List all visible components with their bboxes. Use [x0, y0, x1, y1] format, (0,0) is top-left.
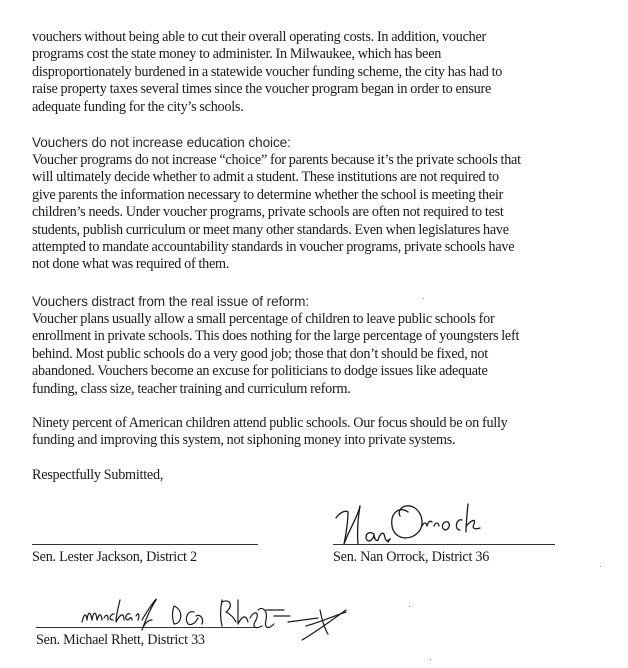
text-line: will ultimately decide whether to admit a student. These institutions are not required to	[32, 169, 499, 186]
section-body-reform	[32, 311, 612, 398]
text-line: abandoned. Vouchers become an excuse for politicians to dodge issues like adequate	[32, 363, 488, 380]
text-line: give parents the information necessary to determine whether the school is meeting their	[32, 186, 504, 203]
text-line: students, publish curriculum or meet many other standards. Even when legislatures have	[32, 221, 509, 238]
intro-paragraph	[32, 29, 612, 116]
text-line: enrollment in private schools. This does nothing for the large percentage of youngsters left	[32, 328, 520, 345]
text-line: disproportionately burdened in a statewide voucher funding scheme, the city has had to	[32, 63, 503, 80]
scan-speck	[600, 566, 601, 567]
text-line: raise property taxes several times since the voucher program began in order to ensure	[32, 81, 492, 98]
text-line: adequate funding for the city’s schools.	[32, 98, 244, 115]
scan-speck	[430, 659, 431, 660]
scan-speck	[409, 606, 410, 607]
signature-line-rhett	[36, 627, 256, 628]
text-line: Ninety percent of American children attend public schools. Our focus should be on fully	[32, 415, 508, 431]
text-line: attempted to mandate accountability standards in voucher programs, private schools have	[32, 239, 515, 256]
text-line: programs cost the state money to administer. In Milwaukee, which has been	[32, 46, 442, 63]
section-heading-choice: Vouchers do not increase education choice:	[32, 135, 291, 150]
signature-line-orrock	[333, 544, 555, 545]
text-line: Voucher plans usually allow a small percentage of children to leave public schools for	[32, 311, 495, 327]
section-body-choice	[32, 152, 612, 274]
text-line: not done what was required of them.	[32, 256, 230, 273]
sign-off	[32, 467, 612, 484]
section-heading-reform: Vouchers distract from the real issue of reform:	[32, 294, 310, 309]
scan-speck	[423, 298, 424, 299]
signature-line-jackson	[32, 544, 258, 545]
signature-orrock	[330, 498, 530, 550]
text-line: Voucher programs do not increase “choice” for parents because it’s the private schools that	[32, 152, 521, 168]
signatory-name-rhett: Sen. Michael Rhett, District 33	[36, 632, 205, 648]
text-line: vouchers without being able to cut their overall operating costs. In addition, voucher	[32, 29, 486, 45]
text-line: funding, class size, teacher training and curriculum reform.	[32, 380, 351, 397]
text-line: behind. Most public schools do a very good job; those that don’t should be fixed, not	[32, 345, 488, 362]
closing-paragraph	[32, 415, 612, 450]
text-line: funding and improving this system, not siphoning money into private systems.	[32, 432, 456, 449]
text-line: children’s needs. Under voucher programs, private schools are often not required to test	[32, 204, 504, 221]
signatory-name-orrock: Sen. Nan Orrock, District 36	[333, 549, 490, 565]
signatory-name-jackson: Sen. Lester Jackson, District 2	[32, 549, 197, 565]
sign-off-text: Respectfully Submitted,	[32, 467, 164, 483]
